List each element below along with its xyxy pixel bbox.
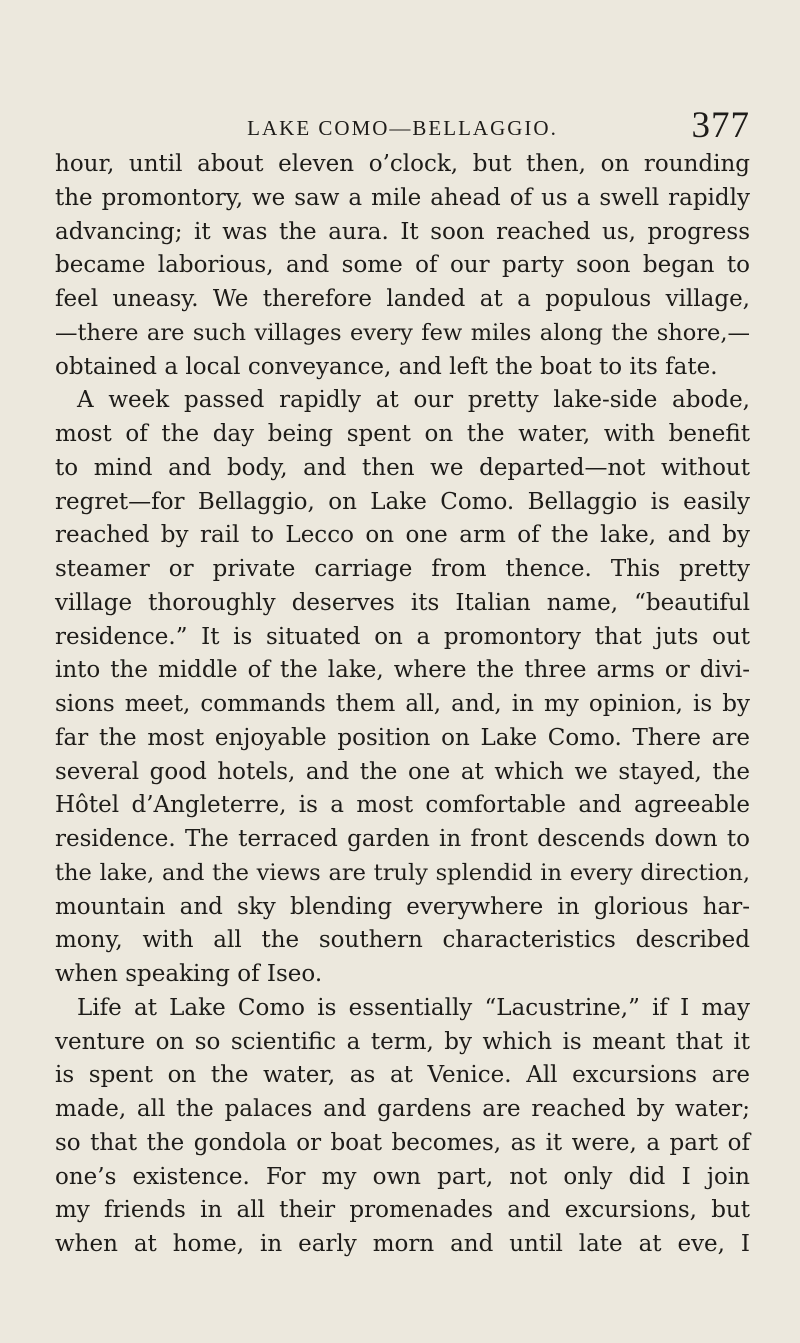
text-line: to mind and body, and then we departed—not without xyxy=(55,454,750,481)
text-line: feel uneasy. We therefore landed at a populous village, xyxy=(55,286,750,312)
body-text xyxy=(55,148,750,1262)
text-line: sions meet, commands them all, and, in my opinion, is by xyxy=(55,691,750,717)
text-line: one’s existence. For my own part, not only did I join xyxy=(55,1163,750,1190)
text-line: venture on so scientific a term, by which is meant that it xyxy=(55,1028,750,1055)
text-line: so that the gondola or boat becomes, as it were, a part of xyxy=(55,1129,750,1156)
text-line: the promontory, we saw a mile ahead of us a swell rapidly xyxy=(55,184,750,211)
text-line: residence. The terraced garden in front descends down to xyxy=(55,826,750,852)
text-line: Hôtel d’Angleterre, is a most comfortable and agreeable xyxy=(55,792,750,819)
text-line: mountain and sky blending everywhere in glorious har- xyxy=(55,893,750,920)
text-line: several good hotels, and the one at which we stayed, the xyxy=(55,758,750,785)
text-line: mony, with all the southern characteristics described xyxy=(55,927,750,954)
text-line: into the middle of the lake, where the three arms or divi- xyxy=(55,657,750,684)
text-line: the lake, and the views are truly splendid in every direction, xyxy=(55,859,750,886)
running-head xyxy=(55,104,750,144)
text-line: steamer or private carriage from thence. This pretty xyxy=(55,556,750,582)
text-line: is spent on the water, as at Venice. All excursions are xyxy=(55,1062,750,1089)
page-number: 377 xyxy=(691,105,750,146)
text-line: my friends in all their promenades and excursions, but xyxy=(55,1197,750,1224)
text-line: advancing; it was the aura. It soon reached us, progress xyxy=(55,218,750,245)
text-line: regret—for Bellaggio, on Lake Como. Bellaggio is easily xyxy=(55,488,750,515)
text-line: made, all the palaces and gardens are reached by water; xyxy=(55,1096,750,1122)
text-line: A week passed rapidly at our pretty lake-side abode, xyxy=(77,387,750,414)
text-line: most of the day being spent on the water, with benefit xyxy=(55,421,750,447)
text-line: when at home, in early morn and until late at eve, I xyxy=(55,1231,750,1257)
text-line: village thoroughly deserves its Italian name, “beautiful xyxy=(55,589,750,616)
text-line: far the most enjoyable position on Lake Como. There are xyxy=(55,724,750,751)
text-line: —there are such villages every few miles along the shore,— xyxy=(55,319,750,346)
text-line: Life at Lake Como is essentially “Lacustrine,” if I may xyxy=(77,994,750,1021)
text-line: reached by rail to Lecco on one arm of the lake, and by xyxy=(55,522,750,549)
text-line: hour, until about eleven o’clock, but then, on rounding xyxy=(55,151,750,177)
text-line: became laborious, and some of our party soon began to xyxy=(55,252,750,279)
running-head-title: LAKE COMO—BELLAGGIO. xyxy=(247,116,558,140)
text-line: residence.” It is situated on a promontory that juts out xyxy=(55,623,750,650)
text-line: when speaking of Iseo. xyxy=(55,961,323,987)
text-line: obtained a local conveyance, and left the boat to its fate. xyxy=(55,353,718,380)
